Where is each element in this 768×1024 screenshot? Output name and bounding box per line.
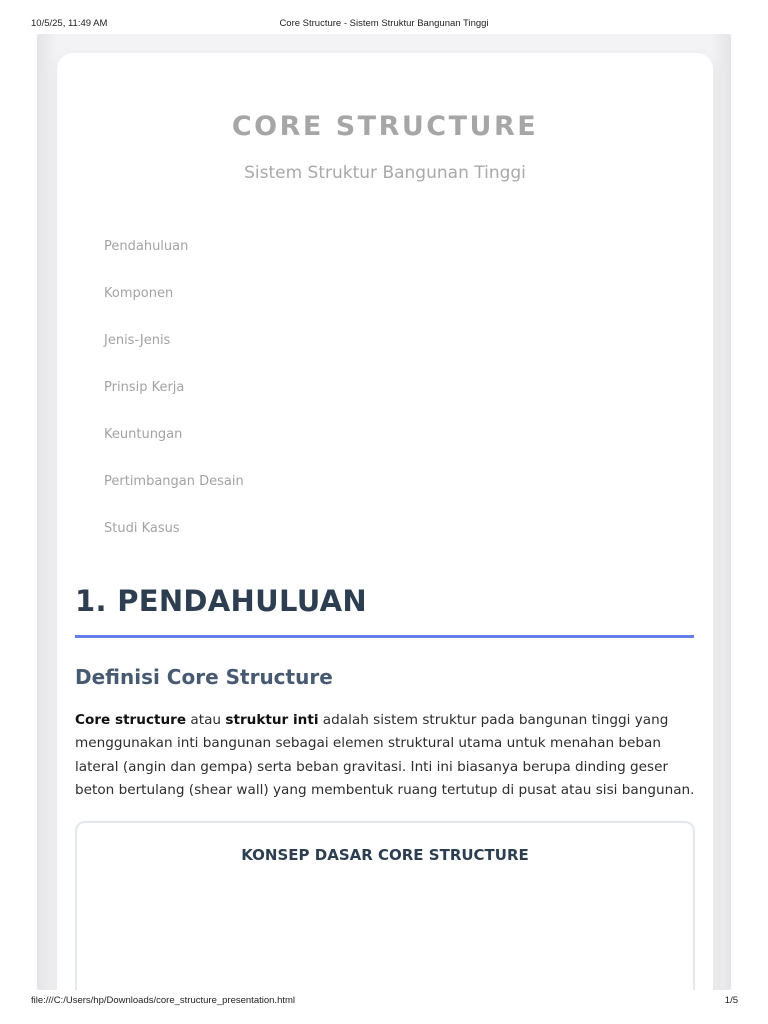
toc-link-keuntungan[interactable]: Keuntungan <box>104 427 183 442</box>
toc-link-komponen[interactable]: Komponen <box>104 286 174 301</box>
toc-link-pertimbangan-desain[interactable]: Pertimbangan Desain <box>104 474 244 489</box>
paragraph-line-2: menggunakan inti bangunan sebagai elemen struktural utama untuk menahan beban <box>75 735 661 752</box>
print-page-number: 1/5 <box>724 995 738 1006</box>
conjunction-text: atau <box>186 712 226 728</box>
section-heading: 1. PENDAHULUAN <box>75 584 367 618</box>
paragraph-line-4: beton bertulang (shear wall) yang membentuk ruang tertutup di pusat atau sisi bangunan. <box>75 781 695 798</box>
toc-link-prinsip-kerja[interactable]: Prinsip Kerja <box>104 380 185 395</box>
section-heading-underline <box>75 635 694 638</box>
concept-diagram-box <box>75 821 695 990</box>
print-footer <box>0 990 768 1010</box>
term-core-structure: Core structure <box>75 712 187 728</box>
toc-link-jenis-jenis[interactable]: Jenis-Jenis <box>104 333 171 348</box>
paragraph-text: adalah sistem struktur pada bangunan tinggi yang <box>318 712 669 728</box>
paragraph-line-1 <box>75 709 697 732</box>
print-datetime: 10/5/25, 11:49 AM <box>31 18 108 29</box>
content-card <box>57 53 713 990</box>
definition-paragraph <box>75 709 697 802</box>
print-file-url: file:///C:/Users/hp/Downloads/core_structure_presentation.html <box>31 995 296 1006</box>
term-struktur-inti: struktur inti <box>225 712 319 728</box>
page-viewport <box>37 34 731 990</box>
table-of-contents <box>104 238 244 567</box>
paragraph-line-3: lateral (angin dan gempa) serta beban gravitasi. Inti ini biasanya berupa dinding geser <box>75 758 669 775</box>
concept-box-title: KONSEP DASAR CORE STRUCTURE <box>241 846 529 864</box>
hero-subtitle: Sistem Struktur Bangunan Tinggi <box>244 163 526 183</box>
print-header <box>0 0 768 34</box>
print-document-title: Core Structure - Sistem Struktur Bangunan Tinggi <box>279 18 489 29</box>
toc-link-pendahuluan[interactable]: Pendahuluan <box>104 239 189 254</box>
toc-link-studi-kasus[interactable]: Studi Kasus <box>104 521 180 536</box>
hero-title: CORE STRUCTURE <box>231 111 539 142</box>
subsection-heading: Definisi Core Structure <box>75 665 333 689</box>
